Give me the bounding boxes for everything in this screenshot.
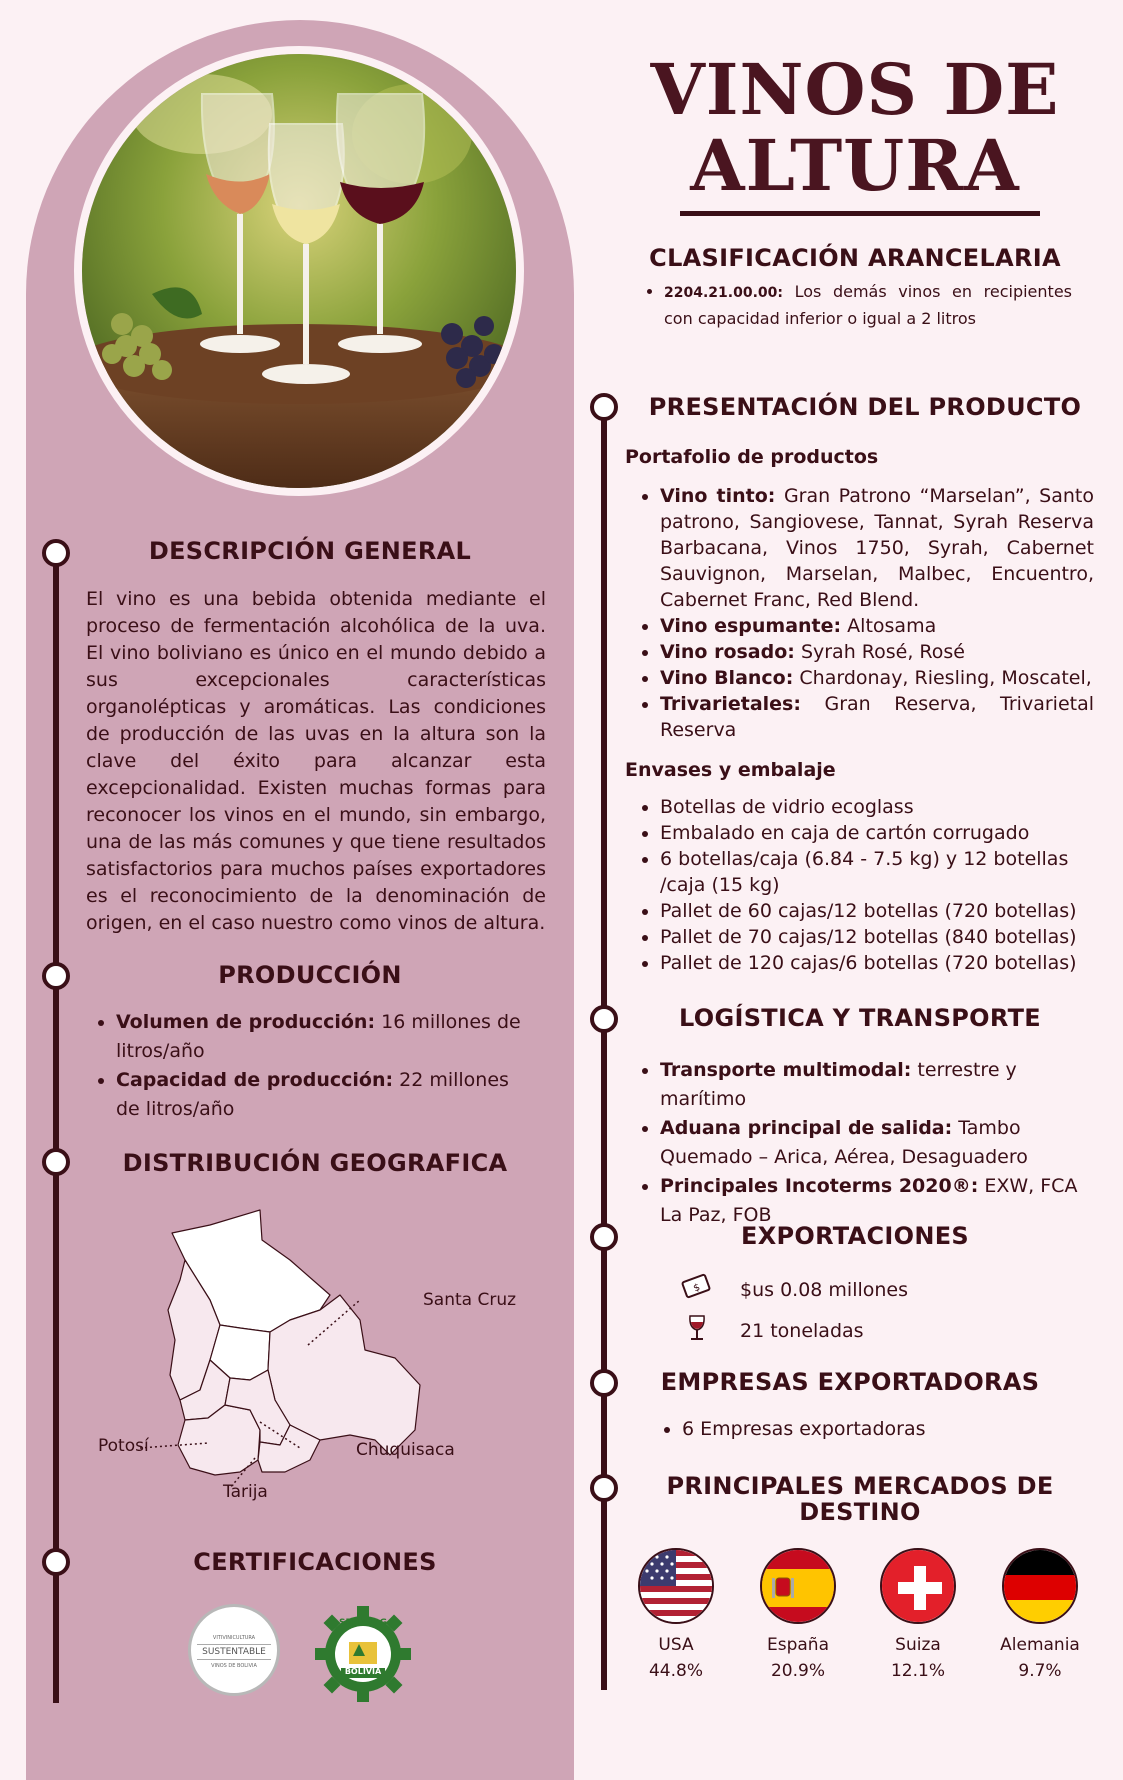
list-item: • Pallet de 60 cajas/12 botellas (720 botellas) [660,898,1094,924]
list-item: • Embalado en caja de cartón corrugado [660,820,1094,846]
descripcion-text: El vino es una bebida obtenida mediante el proceso de fermentación alcohólica de la uva. El vino boliviano es único en el mundo debido a sus excepcionales características organolépticas y aromáticas. Las condiciones de producción de las uvas en la altura son la clave del éxito para alcanzar esta excepcionalidad. Existen muchas formas para reconocer los vinos en el mundo, sin embargo, una de las más comunes y que tiene resultados satisfactorios para muchos países exportadores es el reconocimiento de la denominación de origen, en el caso nuestro como vinos de altura. [86,588,546,934]
market-suiza: Suiza 12.1% [890,1635,945,1681]
list-item: • Aduana principal de salida: Tambo Quemado – Arica, Aérea, Desaguadero [660,1114,1090,1172]
timeline-dot [590,1474,618,1502]
list-item: • Trivarietales: Gran Reserva, Trivarietal Reserva [660,691,1094,743]
certificaciones-heading: CERTIFICACIONES [193,1548,437,1576]
logistica-heading: LOGÍSTICA Y TRANSPORTE [679,1004,1041,1032]
list-item: • Transporte multimodal: terrestre y marítimo [660,1056,1090,1114]
mercados-heading: PRINCIPALES MERCADOS DE DESTINO [666,1472,1054,1526]
list-item: • 2204.21.00.00: Los demás vinos en recipientes con capacidad inferior o igual a 2 litros [664,279,1072,332]
sustentable-logo: VITIVINICULTURA SUSTENTABLE VINOS DE BOLIVIA [188,1604,280,1696]
list-item: • Pallet de 120 cajas/6 botellas (720 botellas) [660,950,1094,976]
list-item: • Vino espumante: Altosama [660,613,1094,639]
germany-flag-icon [1002,1548,1078,1624]
usa-flag-icon [638,1548,714,1624]
logistica-list [626,1056,1090,1230]
list-item: • Pallet de 70 cajas/12 botellas (840 botellas) [660,924,1094,950]
presentacion-heading: PRESENTACIÓN DEL PRODUCTO [648,393,1082,421]
envases-heading: Envases y embalaje [625,759,836,781]
portafolio-heading: Portafolio de productos [625,446,879,468]
spain-flag-icon [760,1548,836,1624]
list-item: • Vino rosado: Syrah Rosé, Rosé [660,639,1094,665]
bolivia-map [90,1200,550,1510]
timeline-dot [590,1005,618,1033]
list-item: • Vino tinto: Gran Patrono “Marselan”, Santo patrono, Sangiovese, Tannat, Syrah Reserva Barbacana, Vinos 1750, Syrah, Cabernet Sauvignon, Marselan, Malbec, Encuentro, Cabernet Franc, Red Blend. [660,483,1094,613]
left-timeline-line [53,548,59,1703]
timeline-dot [590,1369,618,1397]
timeline-dot [42,1148,70,1176]
map-label-chuquisaca: Chuquisaca [356,1440,455,1460]
envases-list [626,794,1094,976]
clasificacion-heading: CLASIFICACIÓN ARANCELARIA [649,244,1061,272]
export-value-usd: $us 0.08 millones [740,1279,909,1301]
list-item: • 6 botellas/caja (6.84 - 7.5 kg) y 12 botellas /caja (15 kg) [660,846,1094,898]
map-label-santa-cruz: Santa Cruz [423,1290,517,1310]
portafolio-list [626,483,1094,743]
senasag-logo: SENASAG BOLIVIA [313,1604,413,1704]
timeline-dot [42,1548,70,1576]
timeline-dot [590,1223,618,1251]
list-item: • 6 Empresas exportadoras [682,1416,1068,1443]
empresas-list [648,1416,1068,1443]
market-usa: USA 44.8% [648,1635,703,1681]
timeline-dot [42,539,70,567]
list-item: • Vino Blanco: Chardonay, Riesling, Moscatel, [660,665,1094,691]
list-item: • Principales Incoterms 2020®: EXW, FCA La Paz, FOB [660,1172,1090,1230]
wine-glass-icon [686,1314,708,1342]
export-value-ton: 21 toneladas [740,1320,864,1342]
list-item: • Capacidad de producción: 22 millones de litros/año [116,1066,532,1124]
map-label-tarija: Tarija [223,1482,268,1502]
empresas-heading: EMPRESAS EXPORTADORAS [660,1368,1040,1396]
switzerland-flag-icon [880,1548,956,1624]
distribucion-heading: DISTRIBUCIÓN GEOGRAFICA [122,1149,508,1177]
page-title: VINOS DE ALTURA [650,48,1060,207]
svg-text:$: $ [691,1282,702,1295]
timeline-dot [42,962,70,990]
map-label-potosi: Potosí [98,1436,149,1456]
exportaciones-heading: EXPORTACIONES [741,1222,969,1250]
market-espana: España 20.9% [767,1635,829,1681]
produccion-list [82,1008,532,1124]
clasificacion-list [636,279,1072,332]
market-alemania: Alemania 9.7% [1000,1635,1080,1681]
descripcion-heading: DESCRIPCIÓN GENERAL [148,537,472,565]
wine-glasses-photo [74,46,524,496]
timeline-dot [590,393,618,421]
title-underline [680,211,1040,216]
list-item: • Volumen de producción: 16 millones de litros/año [116,1008,532,1066]
money-icon [680,1272,712,1302]
list-item: • Botellas de vidrio ecoglass [660,794,1094,820]
produccion-heading: PRODUCCIÓN [218,961,402,989]
